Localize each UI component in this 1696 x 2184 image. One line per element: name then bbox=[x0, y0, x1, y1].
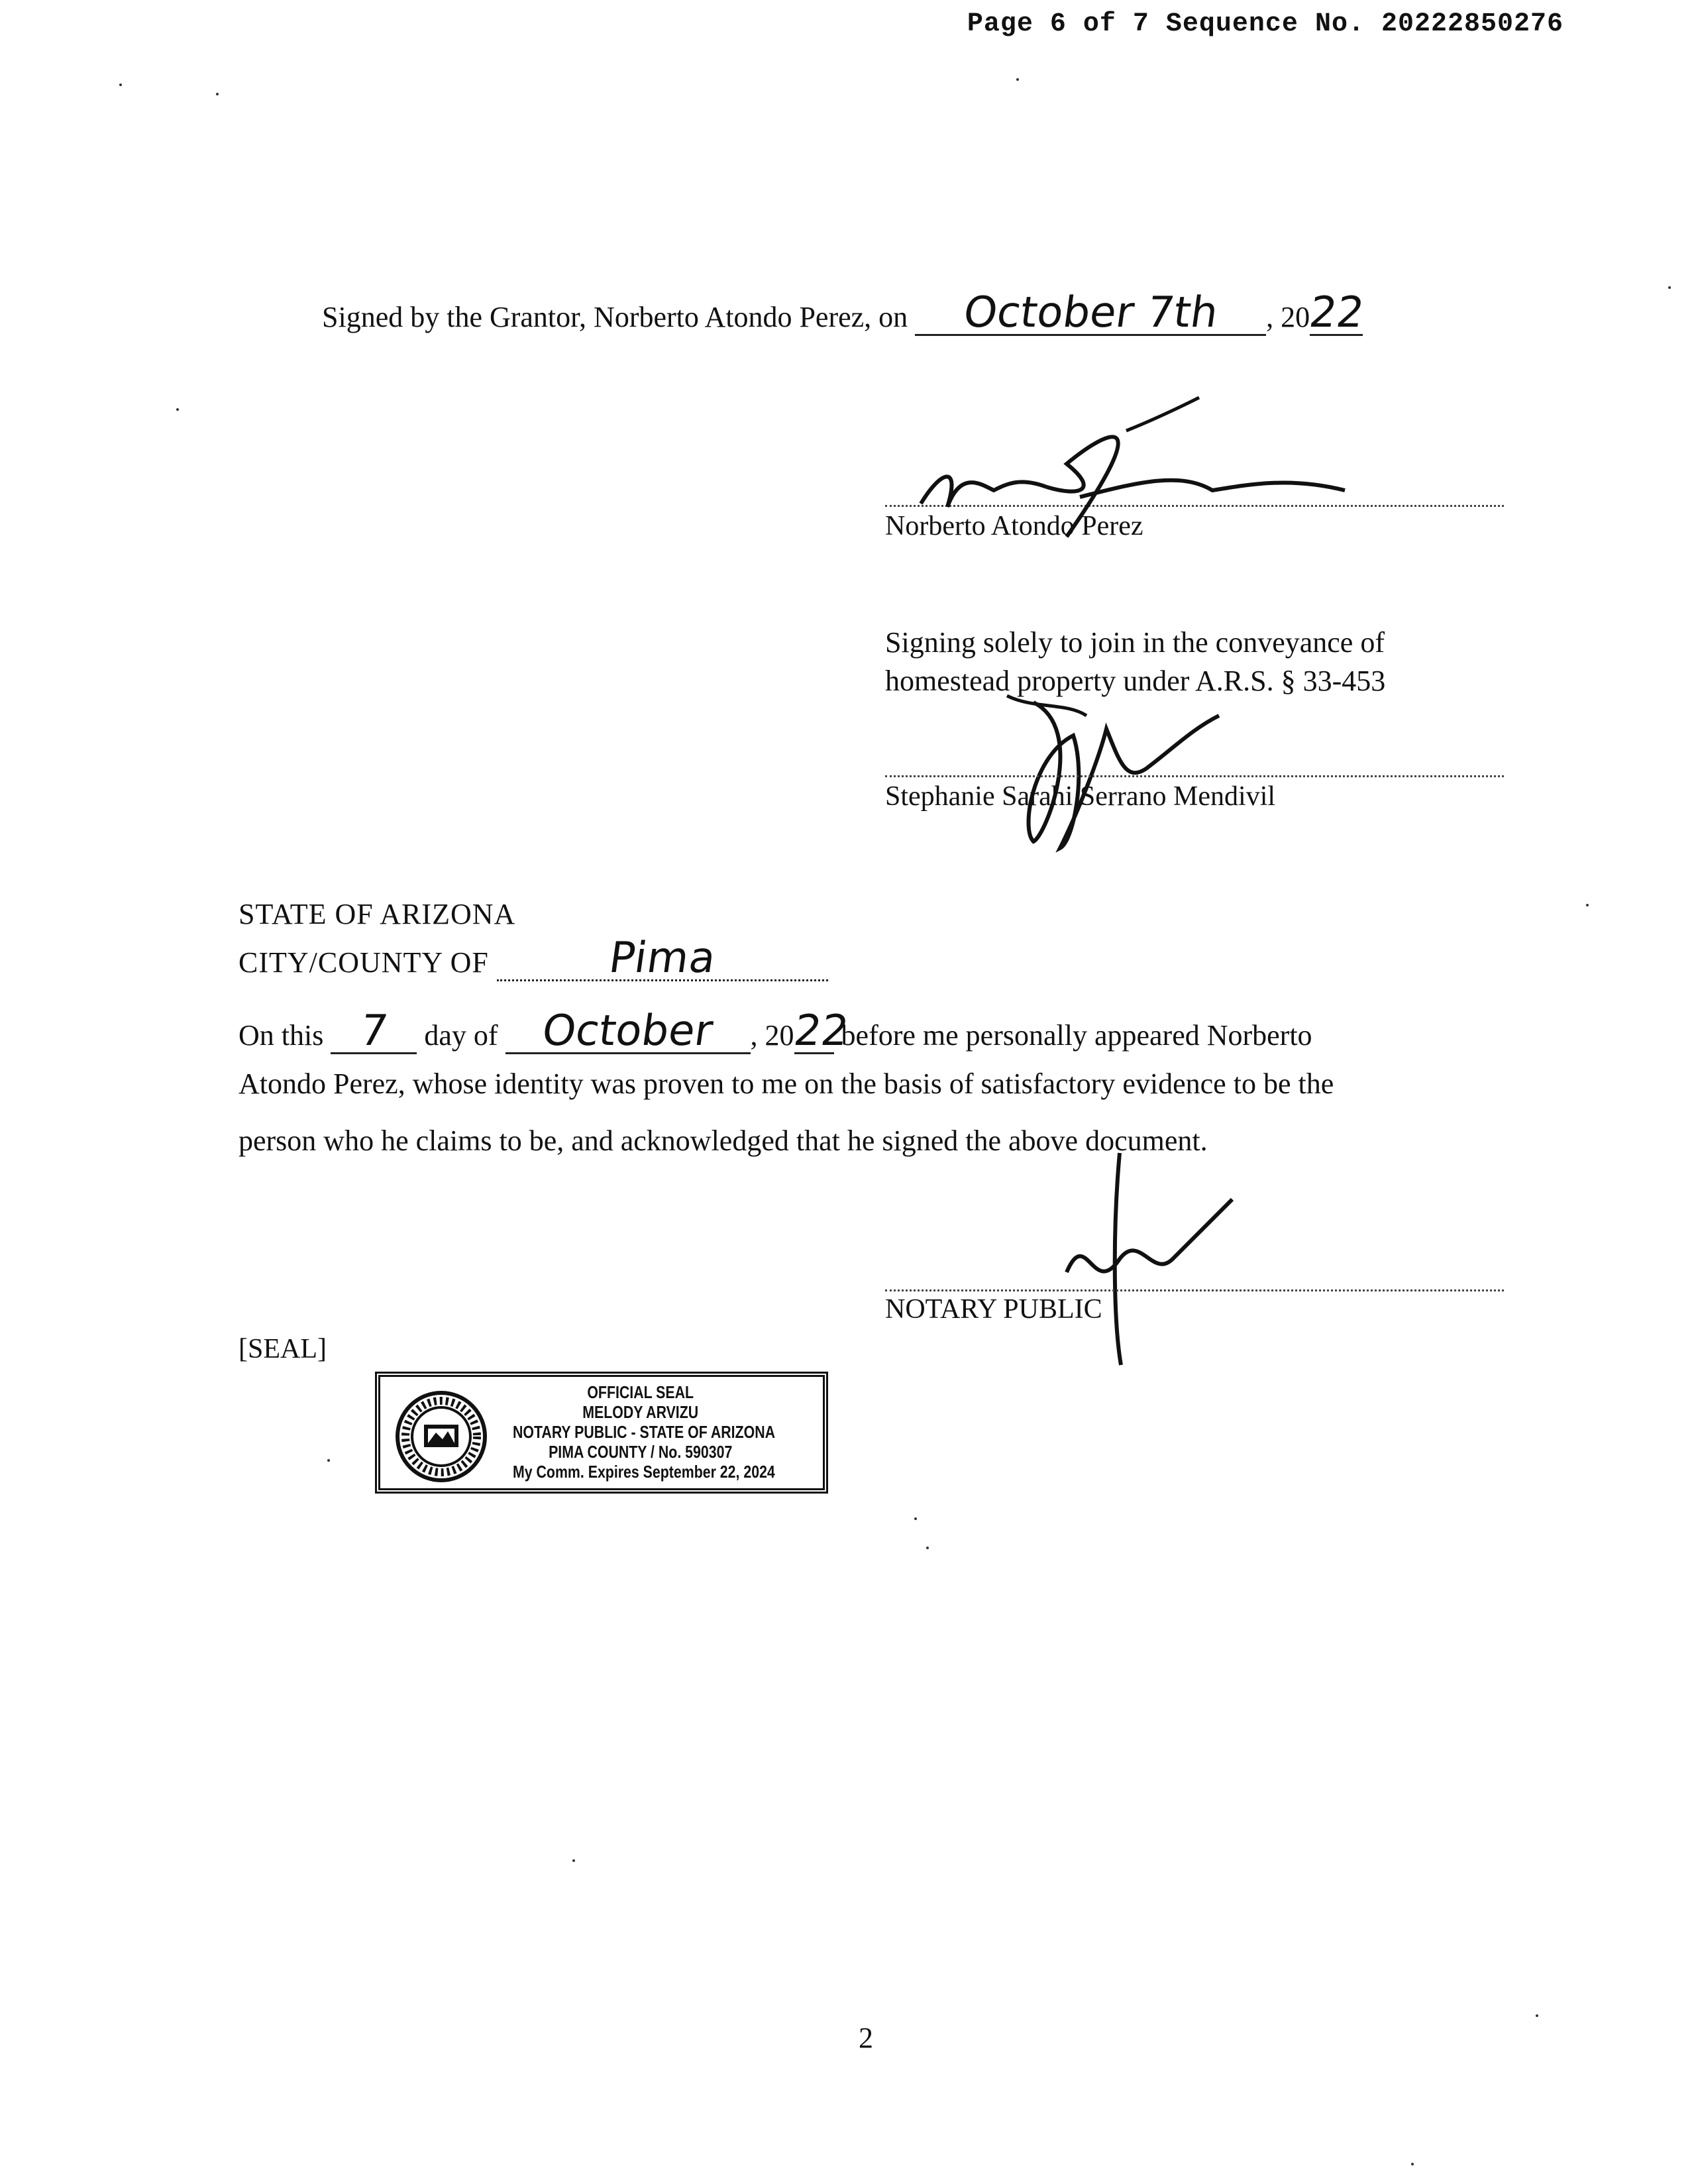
grantor-signed-line bbox=[322, 288, 1367, 337]
seal-line-expires: My Comm. Expires September 22, 2024 bbox=[513, 1462, 775, 1482]
scan-speck bbox=[327, 1459, 330, 1462]
scan-speck bbox=[1016, 78, 1019, 81]
grantor-printed-name: Norberto Atondo Perez bbox=[885, 511, 1143, 541]
venue-county-label: CITY/COUNTY OF bbox=[238, 946, 489, 979]
ack-year-field bbox=[790, 1007, 852, 1056]
ack-day-handwritten: 7 bbox=[356, 1007, 391, 1056]
acknowledgment-line-2: Atondo Perez, whose identity was proven to me on the basis of satisfactory evidence to be the bbox=[238, 1067, 1334, 1100]
grantor-date-field bbox=[915, 288, 1266, 337]
notary-public-label: NOTARY PUBLIC bbox=[885, 1294, 1102, 1325]
ack-month-field bbox=[505, 1007, 751, 1056]
page-number: 2 bbox=[859, 2022, 873, 2054]
grantor-year-handwritten: 22 bbox=[1306, 288, 1367, 337]
ack-line1-rest: before me personally appeared Norberto bbox=[841, 1019, 1312, 1052]
notary-signature-line bbox=[885, 1289, 1504, 1291]
scan-speck bbox=[1586, 904, 1589, 906]
scan-speck bbox=[119, 83, 122, 86]
grantor-date-handwritten: October 7th bbox=[960, 288, 1221, 337]
page-sequence-header: Page 6 of 7 Sequence No. 20222850276 bbox=[967, 9, 1564, 39]
ack-day-field bbox=[331, 1007, 417, 1056]
spouse-signature-image bbox=[994, 676, 1232, 868]
arizona-seal-emblem-icon bbox=[395, 1390, 488, 1483]
venue-county-field bbox=[497, 934, 828, 983]
grantor-year-prefix: , 20 bbox=[1266, 301, 1310, 333]
scan-speck bbox=[1411, 2163, 1414, 2165]
ack-month-handwritten: October bbox=[539, 1007, 716, 1056]
ack-year-handwritten: 22 bbox=[790, 1007, 852, 1056]
scan-speck bbox=[914, 1517, 917, 1520]
grantor-line-prefix: Signed by the Grantor, Norberto Atondo Perez, on bbox=[322, 301, 908, 333]
seal-line-state: NOTARY PUBLIC - STATE OF ARIZONA bbox=[513, 1422, 775, 1442]
acknowledgment-line-3: person who he claims to be, and acknowledged that he signed the above document. bbox=[238, 1124, 1208, 1157]
seal-label: [SEAL] bbox=[238, 1334, 327, 1364]
grantor-year-field bbox=[1306, 288, 1367, 337]
homestead-line-2: homestead property under A.R.S. § 33-453 bbox=[885, 665, 1386, 697]
spouse-signature-line bbox=[885, 775, 1504, 777]
acknowledgment-line-1 bbox=[238, 1007, 1312, 1056]
scan-speck bbox=[572, 1859, 575, 1862]
scan-speck bbox=[926, 1547, 929, 1549]
venue-state: STATE OF ARIZONA bbox=[238, 898, 516, 930]
notary-signature-image bbox=[1047, 1146, 1246, 1372]
notary-seal-stamp bbox=[375, 1372, 828, 1494]
venue-county-handwritten: Pima bbox=[606, 934, 719, 983]
ack-comma-20: , 20 bbox=[750, 1019, 794, 1052]
venue-county-line bbox=[238, 934, 828, 983]
ack-day-of: day of bbox=[424, 1019, 498, 1052]
scan-speck bbox=[1668, 286, 1671, 289]
seal-line-official: OFFICIAL SEAL bbox=[587, 1382, 694, 1402]
scan-speck bbox=[216, 93, 219, 95]
seal-line-county: PIMA COUNTY / No. 590307 bbox=[549, 1442, 733, 1462]
seal-line-notary-name: MELODY ARVIZU bbox=[582, 1402, 699, 1422]
scan-speck bbox=[176, 408, 179, 411]
ack-on-this: On this bbox=[238, 1019, 324, 1052]
spouse-printed-name: Stephanie Sarahi Serrano Mendivil bbox=[885, 781, 1276, 812]
homestead-line-1: Signing solely to join in the conveyance of bbox=[885, 626, 1385, 659]
scan-speck bbox=[1536, 2014, 1538, 2017]
